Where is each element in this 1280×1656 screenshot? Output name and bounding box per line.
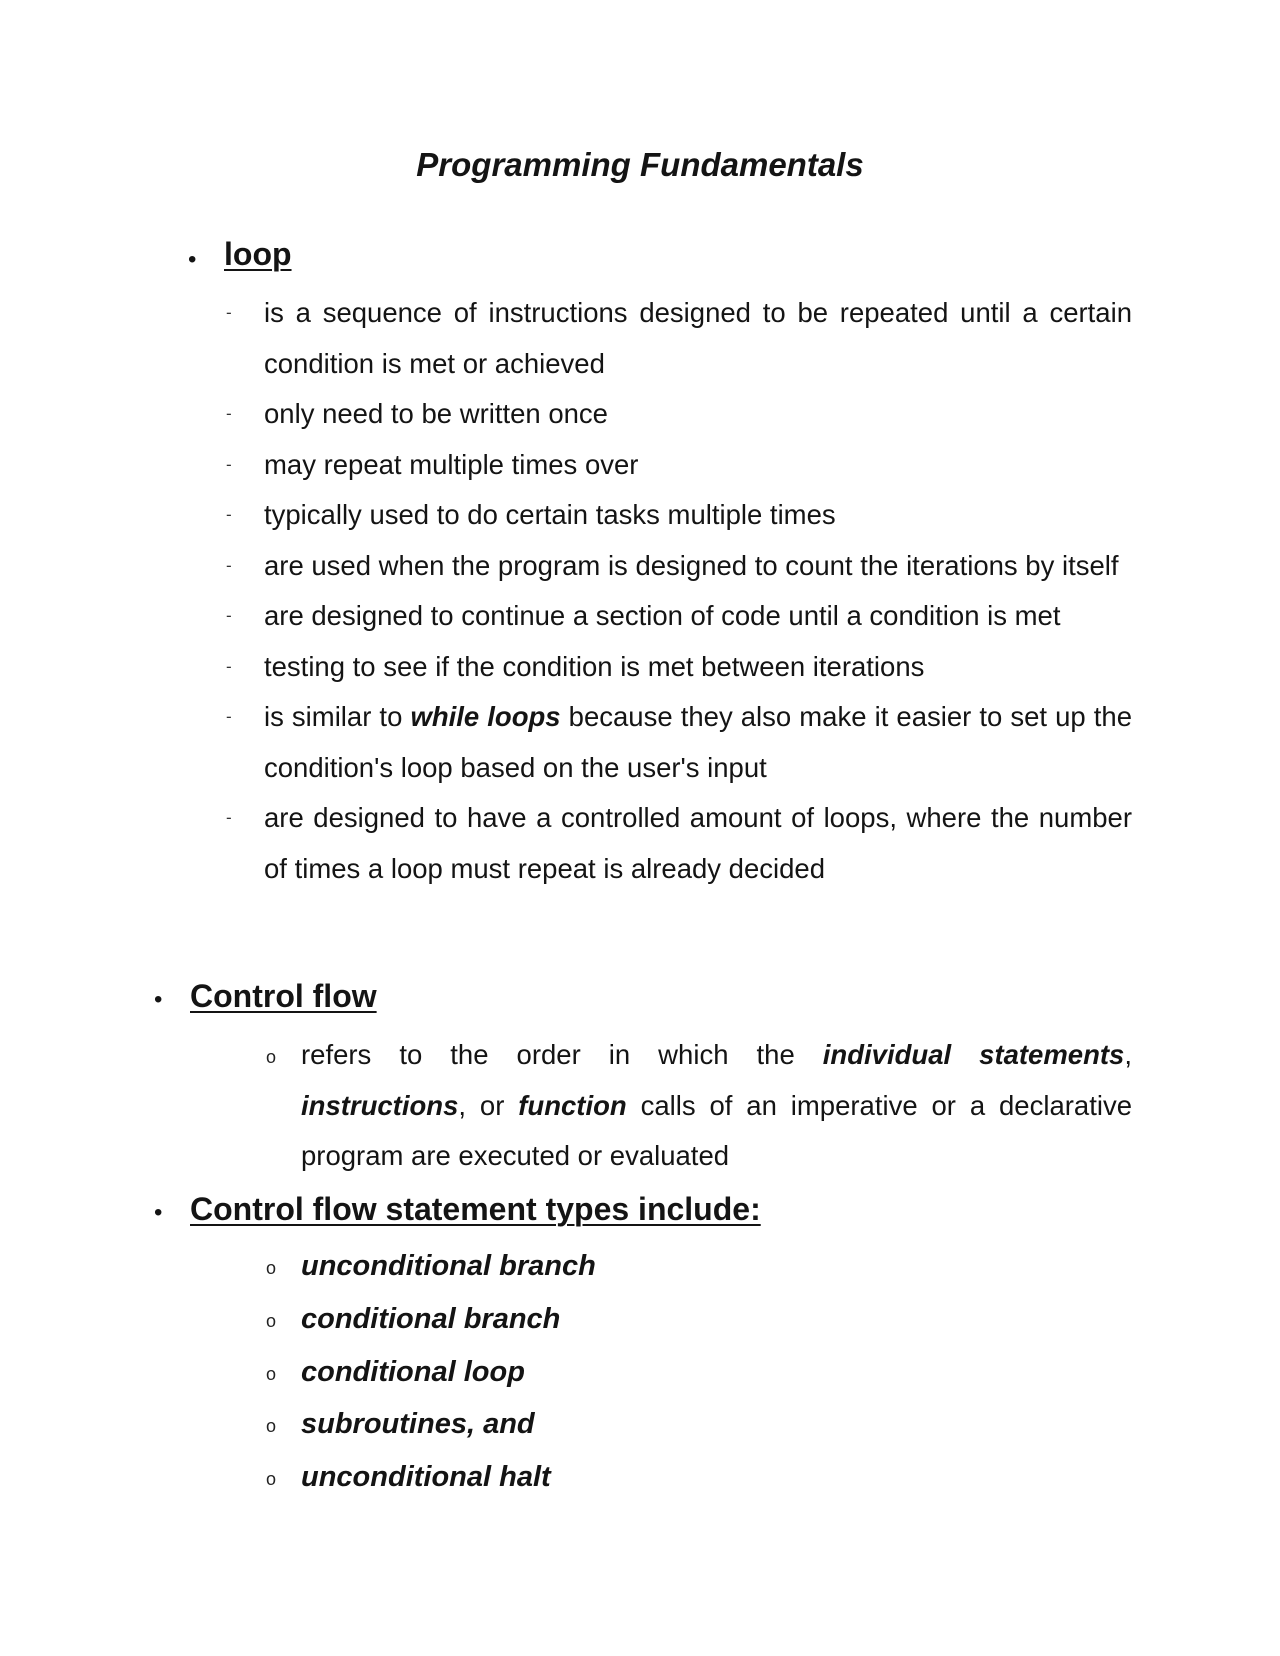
- dash-marker: -: [226, 505, 232, 524]
- statement-type-text: conditional loop: [301, 1355, 525, 1388]
- section-bullet-statement-types: •: [154, 1199, 163, 1226]
- statement-type-text: subroutines, and: [301, 1408, 535, 1441]
- dash-marker: -: [226, 707, 232, 726]
- list-item-text: are designed to have a controlled amount of loops, where the number of times a loop must repeat is already decided: [264, 802, 1132, 884]
- definition-text: refers to the order in which the: [301, 1039, 823, 1070]
- section-heading-statement-types: Control flow statement types include:: [190, 1191, 761, 1227]
- list-item-text-before: is similar to: [264, 701, 411, 732]
- circle-marker: o: [266, 1469, 277, 1490]
- loop-list: [226, 288, 1133, 894]
- section-bullet-control-flow: •: [154, 986, 163, 1013]
- circle-marker: o: [266, 1258, 277, 1278]
- definition-text: ,: [1124, 1039, 1132, 1070]
- loop-list-item: [226, 389, 1132, 440]
- dash-marker: -: [226, 606, 232, 625]
- dash-marker: -: [226, 404, 232, 423]
- circle-marker: o: [266, 1310, 277, 1331]
- section-bullet-loop: •: [188, 246, 197, 273]
- statement-type-item: [266, 1346, 1001, 1399]
- section-heading-control-flow: Control flow: [190, 978, 377, 1014]
- dash-marker: -: [226, 656, 232, 676]
- statement-type-text: unconditional halt: [301, 1461, 551, 1494]
- loop-list-item: [226, 541, 1132, 592]
- statement-type-item: [266, 1451, 1001, 1504]
- loop-list-item: [226, 440, 1132, 491]
- statement-type-text: unconditional branch: [301, 1250, 596, 1282]
- statement-type-item: [266, 1293, 1001, 1346]
- list-item-text: typically used to do certain tasks multiple times: [264, 499, 836, 530]
- loop-list-item: [226, 692, 1133, 793]
- list-item-text: may repeat multiple times over: [264, 448, 639, 480]
- loop-list-item: [226, 490, 1132, 541]
- statement-type-item: [266, 1240, 1001, 1293]
- loop-list-item: [226, 793, 1132, 894]
- loop-list-item: [226, 288, 1132, 389]
- list-item-text: are used when the program is designed to count the iterations by itself: [264, 549, 1119, 581]
- dash-marker: -: [226, 808, 232, 827]
- circle-marker: o: [266, 1363, 277, 1384]
- statement-type-text: conditional branch: [301, 1302, 561, 1335]
- loop-list-item: [226, 591, 1132, 642]
- statement-types-list: [266, 1240, 1001, 1504]
- list-item-text: only need to be written once: [264, 398, 608, 429]
- list-item-text: is a sequence of instructions designed to be repeated until a certain condition is met or achieved: [264, 297, 1132, 379]
- list-item-text: are designed to continue a section of code until a condition is met: [264, 600, 1061, 631]
- circle-marker: o: [266, 1416, 277, 1437]
- section-heading-loop: loop: [224, 236, 292, 272]
- while-loops-emphasis: while loops: [410, 701, 561, 732]
- definition-text: , or: [458, 1089, 519, 1121]
- definition-text: calls of an imperative or a declarative program are executed or evaluated: [301, 1089, 1132, 1171]
- dash-marker: -: [226, 303, 232, 322]
- dash-marker: -: [226, 454, 232, 474]
- individual-statements-emphasis: individual statements: [822, 1039, 1125, 1070]
- loop-list-item: [226, 642, 1132, 693]
- list-item-text-after: because they also make it easier to set up the condition's loop based on the user's input: [264, 701, 1133, 783]
- list-item-text: testing to see if the condition is met between iterations: [264, 650, 925, 682]
- page-title: Programming Fundamentals: [416, 146, 864, 183]
- circle-marker: o: [266, 1047, 277, 1067]
- statement-type-item: [266, 1398, 1001, 1451]
- control-flow-list: [266, 1030, 1132, 1182]
- control-flow-definition: [266, 1030, 1132, 1182]
- function-emphasis: function: [518, 1089, 627, 1121]
- dash-marker: -: [226, 555, 232, 575]
- instructions-emphasis: instructions: [301, 1089, 459, 1121]
